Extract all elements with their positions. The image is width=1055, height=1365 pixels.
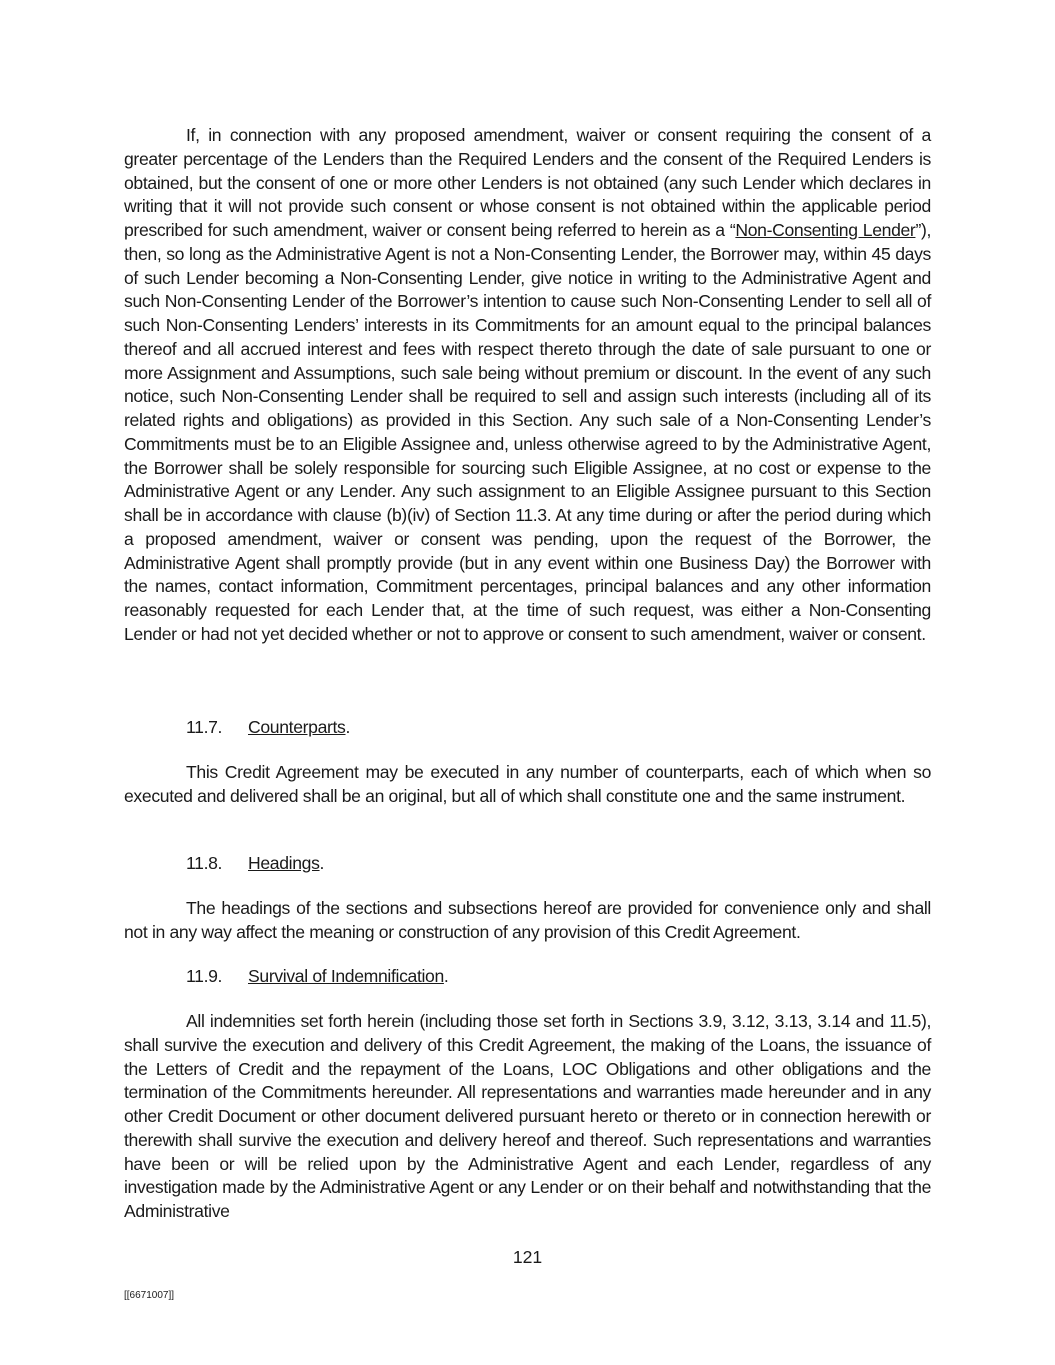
paragraph-non-consenting-lender [124,124,931,647]
section-number: 11.8. [186,853,223,873]
section-heading-11-8 [186,852,324,876]
paragraph-counterparts: This Credit Agreement may be executed in any number of counterparts, each of which when so executed and delivered shall be an original, but all of which shall constitute one and the same instrument. [124,762,931,806]
section-title: Counterparts [248,717,346,737]
section-heading-11-9 [186,965,448,989]
section-title-period: . [443,966,449,986]
paragraph-1-text-a: If, in connection with any proposed amendment, waiver or consent requiring the consent of a greater percentage of the Lenders than the Required Lenders and the consent of the Required Lenders is obtained, but the consent of one or more other Lenders is not obtained (any such Lender which declares in writing that it will not provide such consent or whose consent is not obtained within the applicable period prescribed for such amendment, waiver or consent being referred to herein as a “ [124,125,931,240]
paragraph-survival-of-indemnification: All indemnities set forth herein (including those set forth in Sections 3.9, 3.12, 3.13, 3.14 and 11.5), shall survive the execution and delivery of this Credit Agreement, the making of the Loans, the issuance of the Letters of Credit and the repayment of the Loans, LOC Obligations and other obligations and the termination of the Commitments hereunder. All representations and warranties made hereunder and in any other Credit Document or other document delivered pursuant hereto or thereto or in connection herewith or therewith shall survive the execution and delivery hereof and thereof. Such representations and warranties have been or will be relied upon by the Administrative Agent and each Lender, regardless of any investigation made by the Administrative Agent or any Lender or on their behalf and notwithstanding that the Administrative [124,1011,931,1221]
section-number: 11.9. [186,966,223,986]
section-title: Survival of Indemnification [248,966,444,986]
paragraph-1-text-b: ”), then, so long as the Administrative Agent is not a Non-Consenting Lender, the Borrower may, within 45 days of such Lender becoming a Non-Consenting Lender, give notice in writing to the Administrative Agent and such Non-Consenting Lender of the Borrower’s intention to cause such Non-Consenting Lender to sell all of such Non-Consenting Lenders’ interests in its Commitments for an amount equal to the principal balances thereof and all accrued interest and fees with respect thereto through the date of sale pursuant to one or more Assignment and Assumptions, such sale being without premium or discount. In the event of any such notice, such Non-Consenting Lender shall be required to sell and assign such interests (including all of its related rights and obligations) as provided in this Section. Any such sale of a Non-Consenting Lender’s Commitments must be to an Eligible Assignee and, unless otherwise agreed to by the Administrative Agent, the Borrower shall be solely responsible for sourcing such Eligible Assignee, at no cost or expense to the Administrative Agent or any Lender. Any such assignment to an Eligible Assignee pursuant to this Section shall be in accordance with clause (b)(iv) of Section 11.3. At any time during or after the period during which a proposed amendment, waiver or consent was pending, upon the request of the Borrower, the Administrative Agent shall promptly provide (but in any event within one Business Day) the Borrower with the names, contact information, Commitment percentages, principal balances and any other information reasonably requested for each Lender that, at the time of such request, was either a Non-Consenting Lender or had not yet decided whether or not to approve or consent to such amendment, waiver or consent. [124,220,932,644]
section-title-period: . [345,717,351,737]
page-number: 121 [512,1247,543,1267]
section-heading-11-7 [186,716,350,740]
section-number: 11.7. [186,717,223,737]
section-title: Headings [248,853,320,873]
defined-term-non-consenting-lender: Non-Consenting Lender [735,220,916,240]
section-title-period: . [319,853,325,873]
document-id: [[6671007]] [124,1290,175,1301]
paragraph-headings: The headings of the sections and subsections hereof are provided for convenience only and shall not in any way affect the meaning or construction of any provision of this Credit Agreement. [124,898,931,942]
